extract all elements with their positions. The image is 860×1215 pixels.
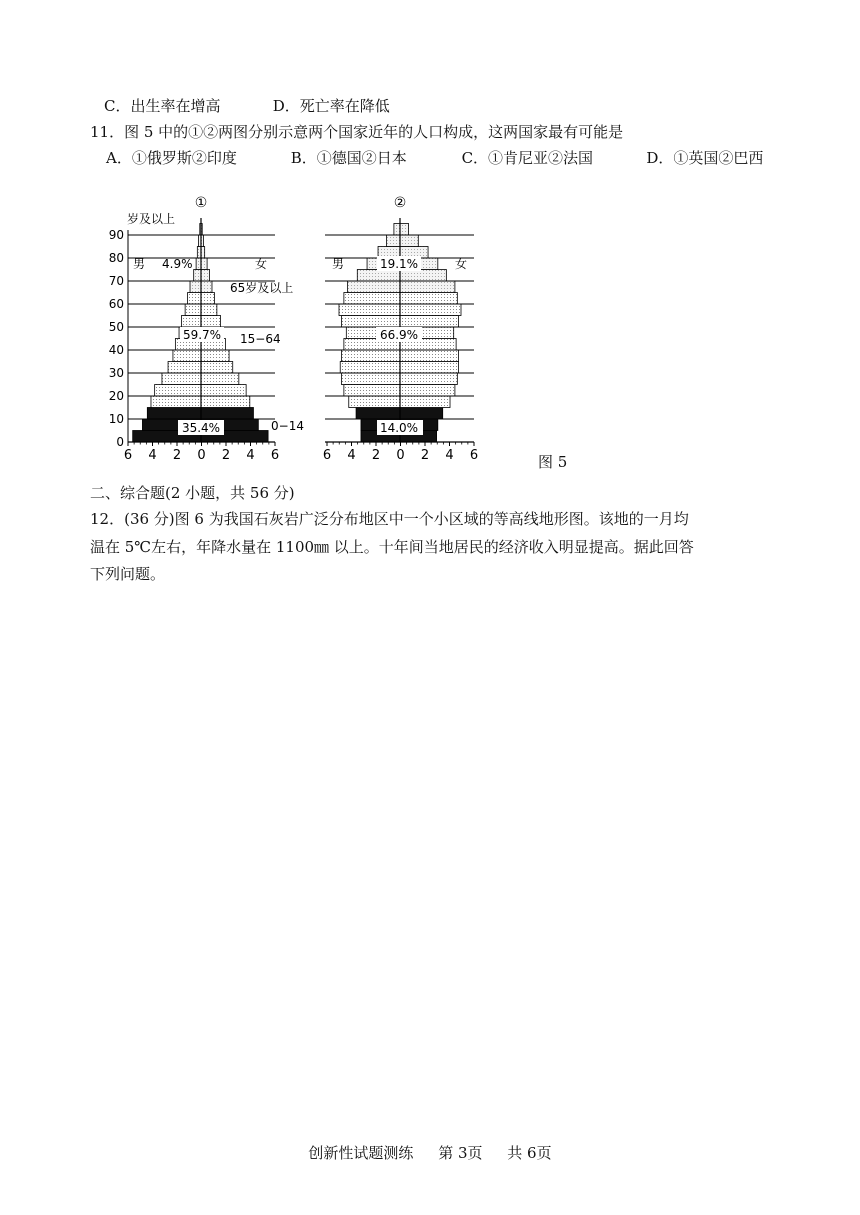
x-tick-label: 6	[469, 448, 479, 463]
x-tick-label: 4	[347, 448, 356, 463]
bar-male-65-69	[190, 281, 201, 293]
chart2-share-014: 14.0%	[379, 421, 419, 435]
chart1-y-ticks	[109, 228, 124, 449]
q10-option-d: D．死亡率在降低	[272, 97, 390, 115]
x-tick-label: 6	[270, 448, 280, 463]
x-tick-label: 4	[148, 448, 157, 463]
bar-male-30-34	[168, 362, 201, 374]
bar-male-20-24	[155, 385, 201, 397]
y-tick-label: 10	[108, 412, 124, 426]
bar-female-35-39	[201, 350, 229, 362]
bar-female-10-14	[201, 408, 253, 420]
bar-male-65-69	[348, 281, 400, 293]
y-tick-label: 30	[108, 366, 124, 380]
bar-male-60-64	[188, 293, 201, 305]
bar-male-70-74	[357, 270, 400, 282]
chart1-x-ticks	[124, 442, 279, 463]
q12-line-2: 温在 5℃左右，年降水量在 1100㎜ 以上。十年间当地居民的经济收入明显提高。据此回答	[90, 538, 694, 556]
x-tick-label: 2	[172, 448, 182, 463]
footer-total: 共 6页	[507, 1144, 552, 1162]
chart1-label-1564: 15−64	[240, 332, 281, 346]
x-tick-label: 2	[221, 448, 231, 463]
chart1-age-top-label: 岁及以上	[127, 212, 176, 226]
footer-page: 第 3页	[438, 1144, 483, 1162]
bar-male-10-14	[147, 408, 201, 420]
chart1-share-014: 35.4%	[181, 421, 221, 435]
bar-female-60-64	[201, 293, 214, 305]
bar-female-25-29	[400, 373, 457, 385]
bar-male-70-74	[194, 270, 201, 282]
bar-female-25-29	[201, 373, 239, 385]
chart1-share-1564: 59.7%	[182, 328, 222, 342]
bar-female-15-19	[400, 396, 450, 408]
y-tick-label: 80	[108, 251, 124, 265]
chart2-x-ticks	[323, 442, 478, 463]
chart1-label-65: 65岁及以上	[230, 281, 294, 295]
bar-female-20-24	[400, 385, 455, 397]
x-tick-label: 4	[246, 448, 255, 463]
bar-female-30-34	[400, 362, 459, 374]
x-tick-label: 0	[396, 448, 405, 463]
q11-option-c: C．①肯尼亚②法国	[461, 149, 594, 167]
bar-female-70-74	[400, 270, 446, 282]
x-tick-label: 6	[322, 448, 332, 463]
bar-female-85-89	[400, 235, 418, 247]
bar-male-35-39	[341, 350, 400, 362]
chart1-marker: ①	[194, 195, 208, 211]
bar-male-75-79	[196, 258, 201, 270]
y-tick-label: 0	[116, 435, 124, 449]
bar-male-15-19	[349, 396, 400, 408]
bar-male-55-59	[339, 304, 400, 316]
bar-female-55-59	[201, 304, 217, 316]
bar-male-50-54	[341, 316, 400, 328]
y-tick-label: 40	[108, 343, 124, 357]
bar-male-30-34	[340, 362, 400, 374]
chart2-male-label: 男	[332, 257, 345, 271]
bar-male-90+	[394, 224, 400, 236]
bar-female-50-54	[201, 316, 221, 328]
y-tick-label: 60	[108, 297, 124, 311]
chart1-label-014: 0−14	[271, 419, 304, 433]
bar-female-55-59	[400, 304, 461, 316]
bar-male-50-54	[181, 316, 201, 328]
bar-female-20-24	[201, 385, 246, 397]
chart2-share-1564: 66.9%	[379, 328, 419, 342]
figure-caption: 图 5	[538, 453, 568, 471]
bar-male-60-64	[344, 293, 400, 305]
y-tick-label: 70	[108, 274, 124, 288]
bar-female-30-34	[201, 362, 233, 374]
bar-female-35-39	[400, 350, 459, 362]
bar-female-15-19	[201, 396, 250, 408]
q11-option-d: D．①英国②巴西	[646, 149, 764, 167]
figure-5-pyramids	[0, 0, 860, 480]
bar-female-65-69	[201, 281, 212, 293]
bar-male-10-14	[356, 408, 400, 420]
chart2-share-65: 19.1%	[379, 257, 419, 271]
bar-female-65-69	[400, 281, 455, 293]
chart1-male-label: 男	[133, 257, 146, 271]
q11-stem: 11．图 5 中的①②两图分别示意两个国家近年的人口构成，这两国家最有可能是	[90, 123, 624, 141]
bar-female-60-64	[400, 293, 457, 305]
chart1-share-65: 4.9%	[162, 257, 193, 271]
chart1-female-label: 女	[255, 257, 268, 271]
page-footer	[0, 1142, 860, 1163]
section2-heading: 二、综合题(2 小题，共 56 分)	[90, 484, 295, 502]
q11-option-b: B．①德国②日本	[290, 149, 407, 167]
chart2-female-label: 女	[455, 257, 468, 271]
q10-option-c: C．出生率在增高	[104, 97, 221, 115]
x-tick-label: 6	[123, 448, 133, 463]
x-tick-label: 2	[420, 448, 430, 463]
pyramid-1	[109, 195, 304, 463]
bar-male-15-19	[151, 396, 201, 408]
bar-female-50-54	[400, 316, 459, 328]
bar-male-25-29	[162, 373, 201, 385]
q11-option-a: A．①俄罗斯②印度	[106, 149, 237, 167]
bar-male-20-24	[344, 385, 400, 397]
bar-female-90+	[400, 224, 409, 236]
bar-male-35-39	[173, 350, 201, 362]
x-tick-label: 0	[197, 448, 206, 463]
bar-female-70-74	[201, 270, 210, 282]
y-tick-label: 90	[108, 228, 124, 242]
bar-female-75-79	[201, 258, 207, 270]
pyramid-2	[323, 195, 478, 463]
bar-male-55-59	[185, 304, 201, 316]
bar-male-25-29	[341, 373, 400, 385]
y-tick-label: 20	[108, 389, 124, 403]
q12-line-1: 12．(36 分)图 6 为我国石灰岩广泛分布地区中一个小区域的等高线地形图。该地的一月均	[90, 510, 689, 528]
x-tick-label: 4	[445, 448, 454, 463]
y-tick-label: 50	[108, 320, 124, 334]
q12-line-3: 下列问题。	[90, 565, 166, 583]
footer-title: 创新性试题测练	[308, 1144, 414, 1162]
chart2-marker: ②	[393, 195, 407, 211]
bar-male-85-89	[387, 235, 400, 247]
x-tick-label: 2	[371, 448, 381, 463]
bar-female-10-14	[400, 408, 443, 420]
